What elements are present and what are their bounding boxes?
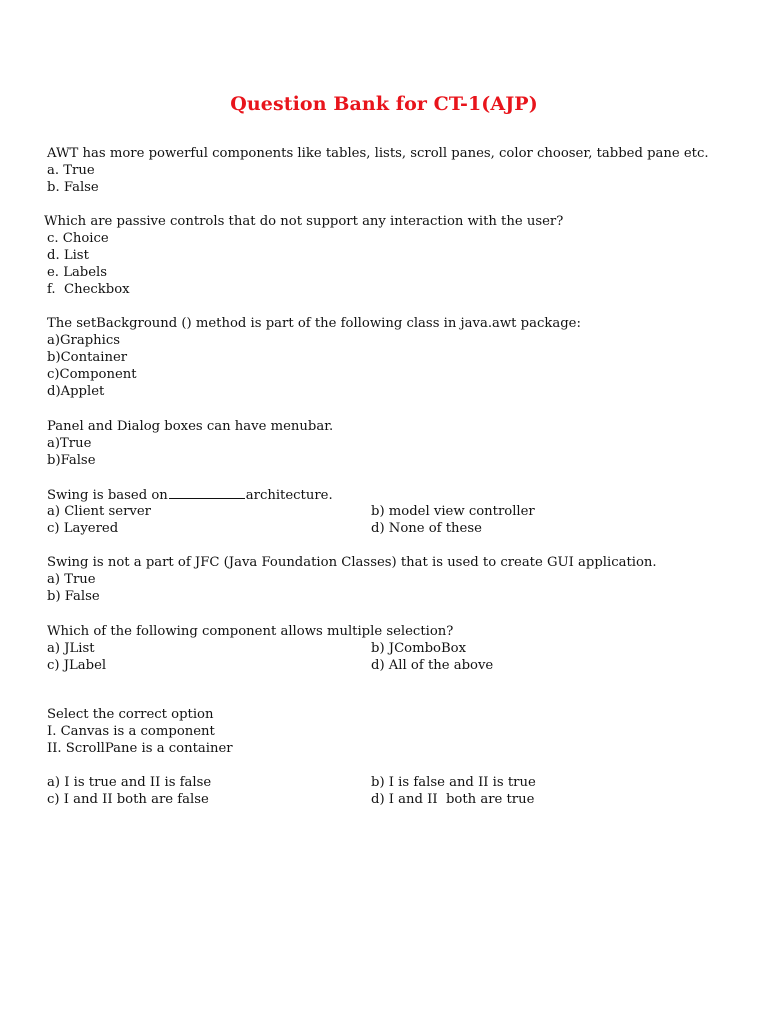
question-8-option-a: a) I is true and II is false xyxy=(47,775,212,790)
question-7-option-c: c) JLabel xyxy=(47,658,107,673)
question-8-text: Select the correct option xyxy=(47,707,214,722)
question-5-option-d: d) None of these xyxy=(371,521,482,536)
question-2-text: Which are passive controls that do not support any interaction with the user? xyxy=(44,214,564,229)
question-6-option-a: a) True xyxy=(47,572,96,587)
question-1-text: AWT has more powerful components like tables, lists, scroll panes, color chooser, tabbed pane etc. xyxy=(47,146,709,161)
question-2-option-f: f. Checkbox xyxy=(47,282,130,297)
question-5-option-c: c) Layered xyxy=(47,521,119,536)
question-6-option-b: b) False xyxy=(47,589,100,604)
fill-in-blank-line xyxy=(169,486,245,499)
question-8-statement-1: I. Canvas is a component xyxy=(47,724,215,739)
question-3-option-b: b)Container xyxy=(47,350,128,365)
question-8-statement-2: II. ScrollPane is a container xyxy=(47,741,233,756)
question-1-option-b: b. False xyxy=(47,180,99,195)
question-4-text: Panel and Dialog boxes can have menubar. xyxy=(47,419,334,434)
question-5-text xyxy=(47,486,333,504)
document-title: Question Bank for CT-1(AJP) xyxy=(230,93,538,115)
question-7-option-d: d) All of the above xyxy=(371,658,494,673)
question-7-option-a: a) JList xyxy=(47,641,95,656)
question-5-option-b: b) model view controller xyxy=(371,504,535,519)
question-5-text-after-blank: architecture. xyxy=(245,488,333,503)
question-3-option-a: a)Graphics xyxy=(47,333,121,348)
question-8-option-b: b) I is false and II is true xyxy=(371,775,536,790)
question-1-option-a: a. True xyxy=(47,163,95,178)
question-7-text: Which of the following component allows multiple selection? xyxy=(47,624,454,639)
question-7-option-b: b) JComboBox xyxy=(371,641,467,656)
question-3-option-c: c)Component xyxy=(47,367,137,382)
question-2-option-d: d. List xyxy=(47,248,89,263)
question-8-option-d: d) I and II both are true xyxy=(371,792,535,807)
question-8-option-c: c) I and II both are false xyxy=(47,792,209,807)
question-5-text-before-blank: Swing is based on xyxy=(47,488,168,503)
question-2-option-c: c. Choice xyxy=(47,231,109,246)
question-3-option-d: d)Applet xyxy=(47,384,105,399)
question-3-text: The setBackground () method is part of the following class in java.awt package: xyxy=(47,316,581,331)
question-4-option-b: b)False xyxy=(47,453,96,468)
question-5-option-a: a) Client server xyxy=(47,504,151,519)
question-2-option-e: e. Labels xyxy=(47,265,108,280)
question-6-text: Swing is not a part of JFC (Java Foundation Classes) that is used to create GUI application. xyxy=(47,555,657,570)
question-4-option-a: a)True xyxy=(47,436,92,451)
